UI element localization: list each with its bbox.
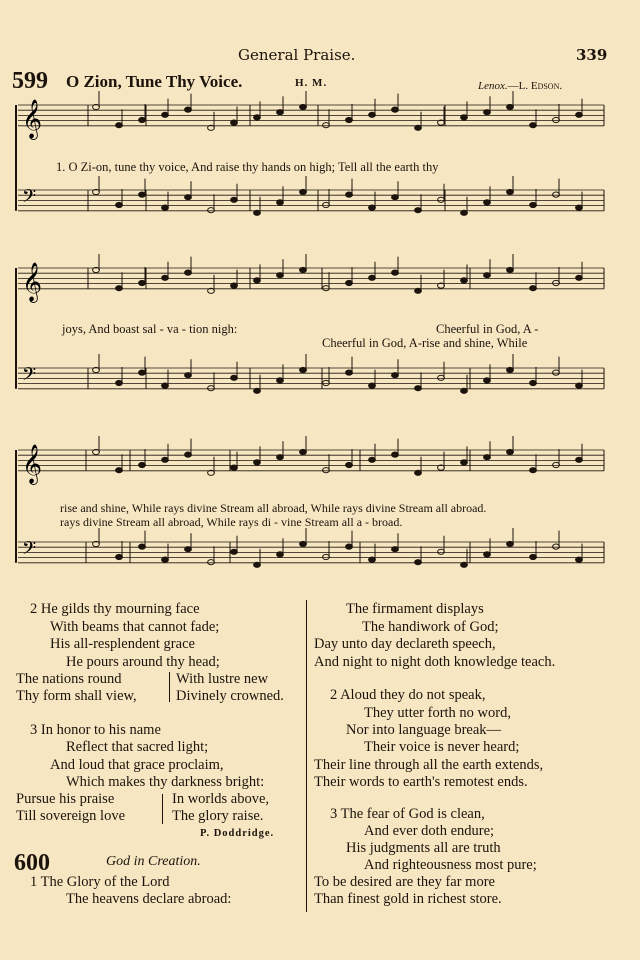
verse-3-line: In worlds above, — [172, 791, 270, 807]
verse-1-line: Day unto day declareth speech, — [314, 636, 496, 652]
note — [553, 544, 560, 549]
note — [438, 549, 445, 554]
note — [139, 462, 146, 467]
note — [277, 455, 284, 460]
note — [484, 378, 491, 383]
note — [162, 275, 169, 280]
note — [300, 104, 307, 109]
note — [507, 189, 514, 194]
note — [231, 197, 238, 202]
verse-2-600-line: Their line through all the earth extends, — [314, 757, 544, 773]
note — [139, 280, 146, 285]
verse-3-line: Till sovereign love — [16, 808, 126, 824]
note — [254, 460, 261, 465]
note — [254, 562, 261, 567]
note — [162, 457, 169, 462]
note — [461, 210, 468, 215]
note — [162, 383, 169, 388]
treble-clef-icon: 𝄞 — [22, 443, 43, 484]
note — [162, 112, 169, 117]
verse-2-600-line: They utter forth no word, — [364, 705, 511, 721]
note — [369, 557, 376, 562]
note — [369, 275, 376, 280]
verse-3-line: And loud that grace proclaim, — [50, 757, 224, 773]
note — [208, 386, 215, 391]
note — [254, 278, 261, 283]
note — [323, 202, 330, 207]
note — [507, 449, 514, 454]
note — [553, 462, 560, 467]
note — [507, 367, 514, 372]
note — [369, 383, 376, 388]
note — [346, 544, 353, 549]
note — [323, 554, 330, 559]
note — [576, 275, 583, 280]
note — [277, 273, 284, 278]
verse-1-line: The handiwork of God; — [362, 619, 499, 635]
verse-3-600-line: Than finest gold in richest store. — [314, 891, 502, 907]
note — [553, 192, 560, 197]
note — [116, 123, 123, 128]
note — [461, 562, 468, 567]
lyric-line-1: 1. O Zi-on, tune thy voice, And raise thy hands on high; Tell all the earth thy — [56, 160, 439, 174]
verse-1-line: 1 The Glory of the Lord — [30, 874, 170, 890]
verse-3-600-line: And righteousness most pure; — [364, 857, 537, 873]
note — [277, 552, 284, 557]
note — [553, 280, 560, 285]
note — [231, 283, 238, 288]
note — [185, 547, 192, 552]
author-credit: P. Doddridge. — [200, 828, 275, 839]
verse-2-line: Thy form shall view, — [16, 688, 137, 704]
note — [139, 117, 146, 122]
bass-clef-icon: 𝄢 — [22, 538, 37, 564]
lyric-line-3: rise and shine, While rays divine Stream all abroad, While rays divine Stream all abroad. — [60, 501, 487, 515]
note — [139, 370, 146, 375]
note — [461, 388, 468, 393]
note — [116, 286, 123, 291]
verse-2-line: He pours around thy head; — [66, 654, 220, 670]
note — [277, 110, 284, 115]
note — [116, 554, 123, 559]
note — [185, 195, 192, 200]
note — [323, 286, 330, 291]
verse-2-600-line: 2 Aloud they do not speak, — [330, 687, 486, 703]
note — [530, 380, 537, 385]
verse-3-600-line: His judgments all are truth — [346, 840, 501, 856]
treble-clef-icon: 𝄞 — [22, 261, 43, 302]
note — [277, 200, 284, 205]
note — [484, 200, 491, 205]
note — [369, 112, 376, 117]
verse-2-line: The nations round — [16, 671, 122, 687]
note — [530, 123, 537, 128]
note — [346, 370, 353, 375]
verse-1-line: The firmament displays — [346, 601, 484, 617]
note — [300, 267, 307, 272]
lyric-line-2-bass: Cheerful in God, A-rise and shine, While — [322, 336, 528, 350]
note — [392, 195, 399, 200]
note — [438, 197, 445, 202]
note — [576, 112, 583, 117]
note — [116, 468, 123, 473]
hymn-title: O Zion, Tune Thy Voice. — [66, 72, 243, 91]
column-divider — [306, 600, 307, 912]
note — [461, 115, 468, 120]
verse-1-line: The heavens declare abroad: — [66, 891, 232, 907]
note — [530, 554, 537, 559]
note — [484, 110, 491, 115]
note — [139, 544, 146, 549]
verse-3-line: 3 In honor to his name — [30, 722, 161, 738]
note — [415, 125, 422, 130]
note — [438, 375, 445, 380]
note — [231, 549, 238, 554]
note — [116, 202, 123, 207]
note — [415, 386, 422, 391]
verse-2-line: His all-resplendent grace — [50, 636, 195, 652]
note — [254, 115, 261, 120]
hymn-subtitle: God in Creation. — [106, 854, 201, 869]
note — [185, 373, 192, 378]
note — [530, 202, 537, 207]
note — [415, 288, 422, 293]
note — [208, 208, 215, 213]
hymn-number-600: 600 — [14, 850, 50, 876]
note — [323, 380, 330, 385]
lyric-line-2-alto: Cheerful in God, A - — [436, 322, 539, 336]
note — [576, 557, 583, 562]
note — [461, 278, 468, 283]
note — [231, 120, 238, 125]
note — [162, 557, 169, 562]
lyric-line-2: joys, And boast sal - va - tion nigh: — [62, 322, 238, 336]
bass-clef-icon: 𝄢 — [22, 186, 37, 212]
note — [484, 273, 491, 278]
note — [576, 457, 583, 462]
note — [323, 468, 330, 473]
verse-2-line: With lustre new — [176, 671, 269, 687]
note — [415, 208, 422, 213]
note — [116, 380, 123, 385]
tune-name: Lenox. — [478, 80, 508, 92]
note — [392, 270, 399, 275]
note — [346, 280, 353, 285]
verse-divider — [169, 672, 170, 702]
verse-3-line: Pursue his praise — [16, 791, 115, 807]
verse-3-600-line: 3 The fear of God is clean, — [330, 806, 485, 822]
note — [415, 470, 422, 475]
note — [185, 107, 192, 112]
note — [507, 104, 514, 109]
verse-1-line: And night to night doth knowledge teach. — [314, 654, 556, 670]
composer: —L. Edson. — [507, 80, 563, 92]
verse-3-600-line: And ever doth endure; — [364, 823, 495, 839]
note — [392, 373, 399, 378]
note — [185, 452, 192, 457]
verse-2-line: Divinely crowned. — [176, 688, 284, 704]
note — [300, 541, 307, 546]
note — [346, 462, 353, 467]
note — [461, 460, 468, 465]
verse-2-line: 2 He gilds thy mourning face — [30, 601, 200, 617]
verse-2-line: With beams that cannot fade; — [50, 619, 220, 635]
note — [507, 267, 514, 272]
note — [231, 465, 238, 470]
note — [576, 383, 583, 388]
note — [208, 560, 215, 565]
note — [346, 117, 353, 122]
note — [139, 192, 146, 197]
note — [300, 367, 307, 372]
hymn-number: 599 — [12, 68, 48, 94]
treble-clef-icon: 𝄞 — [22, 98, 43, 139]
note — [162, 205, 169, 210]
verse-divider — [162, 794, 163, 824]
verse-3-600-line: To be desired are they far more — [314, 874, 495, 890]
verse-3-line: The glory raise. — [172, 808, 264, 824]
page-number: 339 — [576, 46, 608, 64]
note — [323, 123, 330, 128]
note — [346, 192, 353, 197]
note — [392, 107, 399, 112]
verse-2-600-line: Their words to earth's remotest ends. — [314, 774, 528, 790]
note — [415, 560, 422, 565]
note — [576, 205, 583, 210]
note — [369, 457, 376, 462]
note — [231, 375, 238, 380]
note — [392, 452, 399, 457]
note — [369, 205, 376, 210]
note — [254, 210, 261, 215]
verse-3-line: Reflect that sacred light; — [66, 739, 209, 755]
note — [530, 468, 537, 473]
bass-clef-icon: 𝄢 — [22, 364, 37, 390]
note — [484, 455, 491, 460]
verse-2-600-line: Nor into language break— — [346, 722, 502, 738]
note — [530, 286, 537, 291]
hymn-meter: H. M. — [295, 77, 328, 89]
lyric-line-3-bass: rays divine Stream all abroad, While rays di - vine Stream all a - broad. — [60, 515, 403, 529]
verse-2-600-line: Their voice is never heard; — [364, 739, 520, 755]
note — [553, 370, 560, 375]
note — [392, 547, 399, 552]
verse-3-line: Which makes thy darkness bright: — [66, 774, 265, 790]
note — [277, 378, 284, 383]
section-header: General Praise. — [238, 46, 356, 64]
note — [553, 117, 560, 122]
note — [185, 270, 192, 275]
note — [507, 541, 514, 546]
note — [254, 388, 261, 393]
note — [300, 189, 307, 194]
note — [300, 449, 307, 454]
note — [484, 552, 491, 557]
